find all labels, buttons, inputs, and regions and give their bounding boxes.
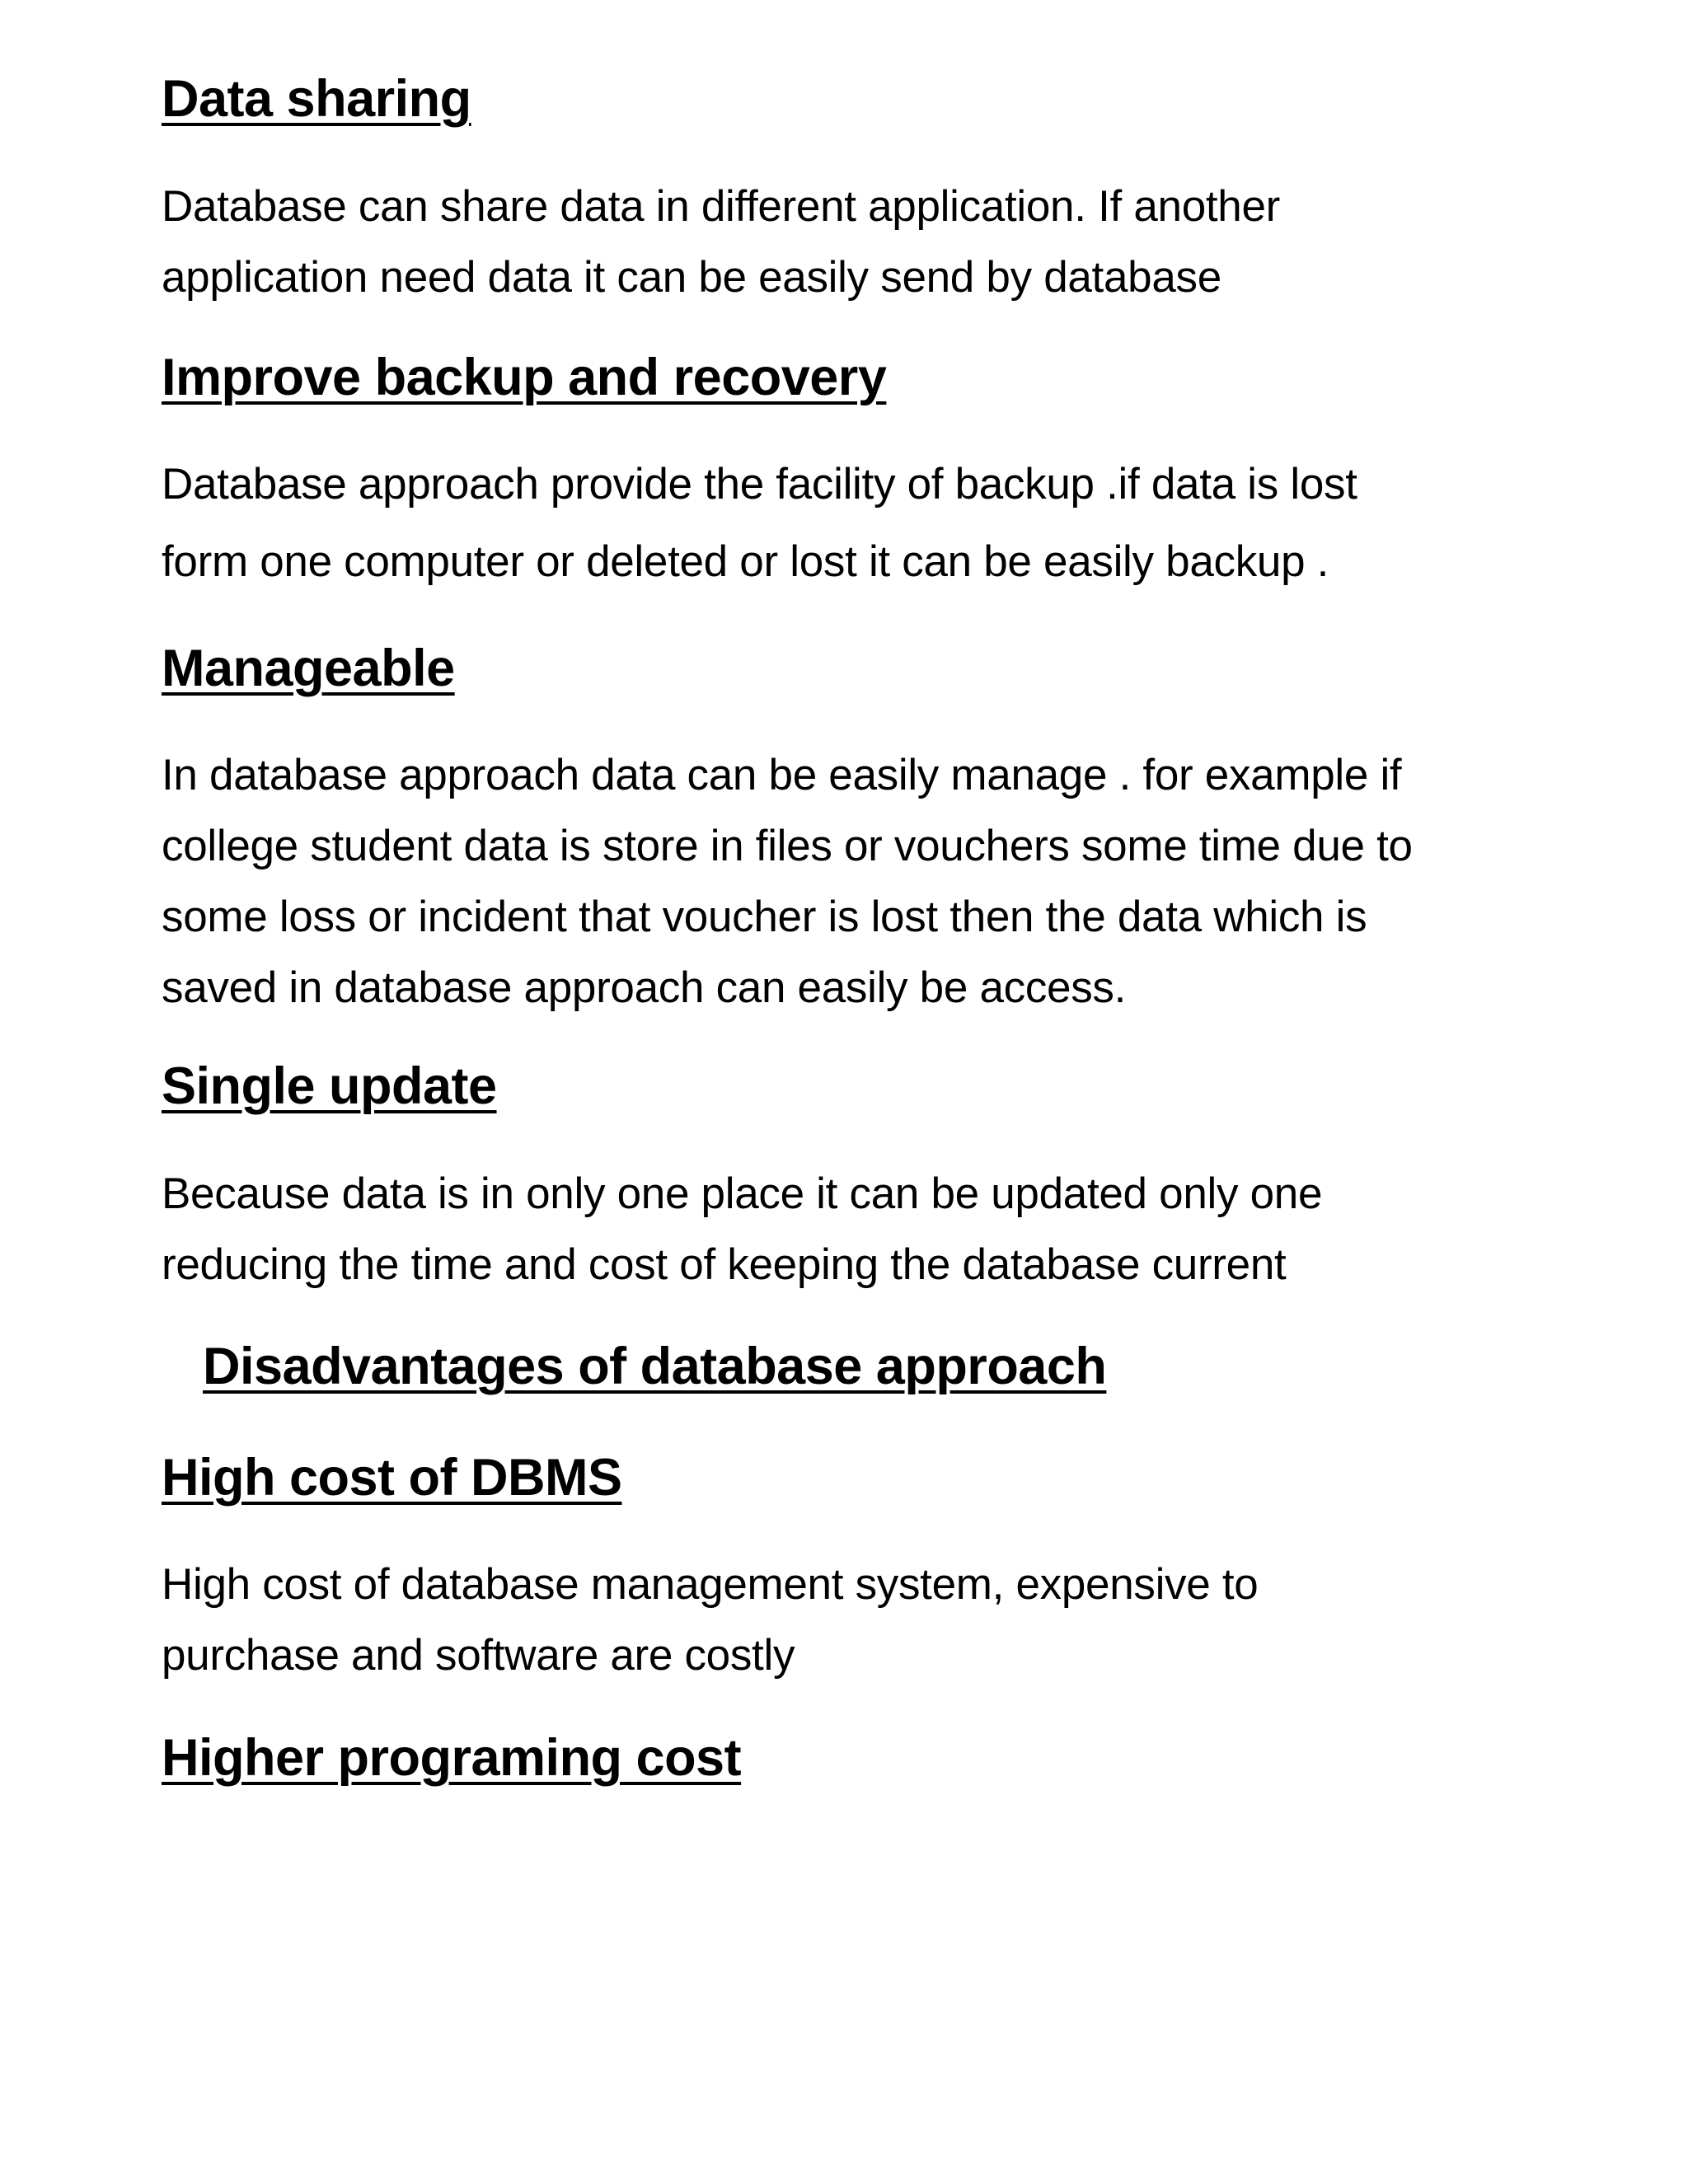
heading-high-cost-dbms: High cost of DBMS [162,1449,622,1507]
paragraph-high-cost-dbms [162,1549,1579,1691]
text-line: application need data it can be easily send by database [162,253,1221,302]
text-line: High cost of database management system, expensive to [162,1560,1259,1609]
text-line: saved in database approach can easily be access. [162,963,1127,1012]
heading-improve-backup: Improve backup and recovery [162,349,887,406]
text-line: Because data is in only one place it can be updated only one [162,1169,1323,1218]
paragraph-improve-backup [162,449,1579,598]
text-line: Database approach provide the facility of backup .if data is lost [162,460,1357,509]
text-line: some loss or incident that voucher is lost then the data which is [162,893,1367,941]
text-line: form one computer or deleted or lost it can be easily backup . [162,537,1329,586]
paragraph-data-sharing [162,171,1579,313]
text-line: Database can share data in different application. If another [162,182,1280,231]
heading-manageable: Manageable [162,640,455,697]
paragraph-manageable [162,740,1579,1024]
heading-higher-programing-cost: Higher programing cost [162,1729,742,1787]
paragraph-single-update [162,1159,1579,1301]
heading-data-sharing: Data sharing [162,70,471,128]
text-line: purchase and software are costly [162,1631,795,1680]
text-line: In database approach data can be easily manage . for example if [162,751,1402,799]
text-line: college student data is store in files or vouchers some time due to [162,822,1413,870]
heading-disadvantages: Disadvantages of database approach [203,1338,1107,1395]
heading-single-update: Single update [162,1057,497,1115]
text-line: reducing the time and cost of keeping the database current [162,1240,1287,1289]
